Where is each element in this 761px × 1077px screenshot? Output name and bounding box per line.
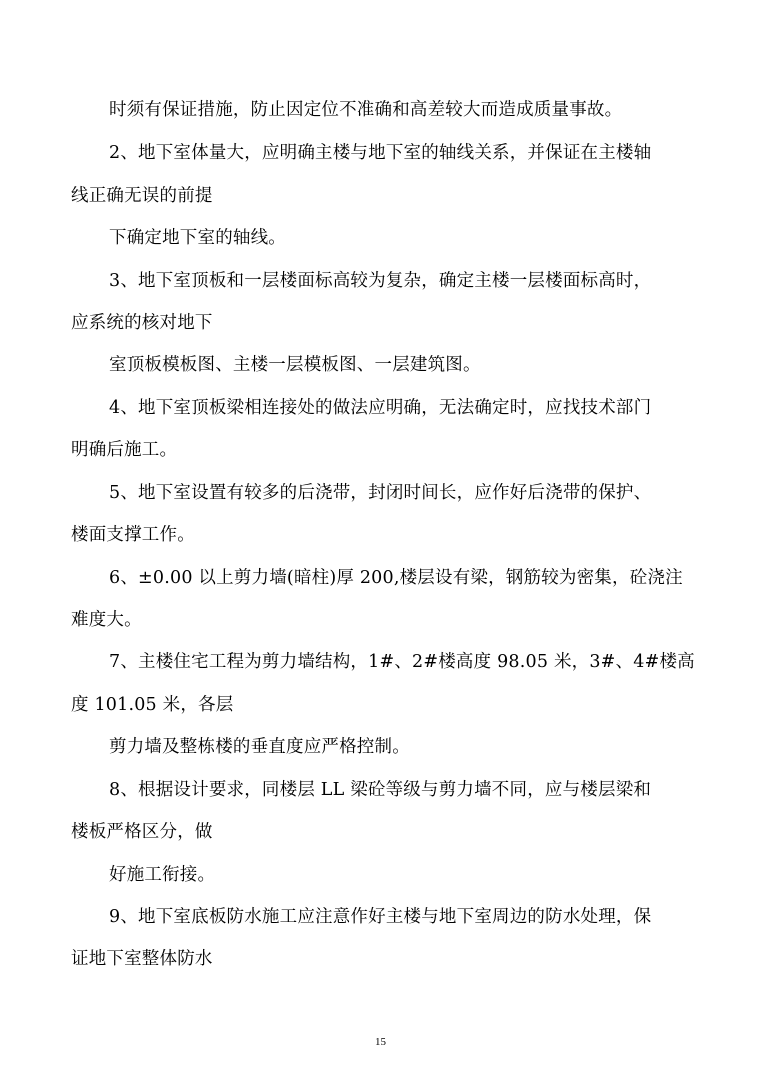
text-line: 度 101.05 米，各层 [71,695,234,715]
text-line: 证地下室整体防水 [71,949,213,969]
text-line: 应系统的核对地下 [71,313,213,333]
text-line: 楼面支撑工作。 [71,525,195,545]
text-line: 7、主楼住宅工程为剪力墙结构，1#、2#楼高度 98.05 米，3#、4#楼高 [109,652,695,672]
text-line: 好施工衔接。 [109,865,216,885]
page-number: 15 [375,1036,386,1048]
text-line: 下确定地下室的轴线。 [109,228,286,248]
text-line: 室顶板模板图、主楼一层模板图、一层建筑图。 [109,355,481,375]
text-line: 难度大。 [71,610,142,630]
text-line: 楼板严格区分，做 [71,822,213,842]
text-line: 9、地下室底板防水施工应注意作好主楼与地下室周边的防水处理，保 [109,907,652,927]
text-line: 6、±0.00 以上剪力墙(暗柱)厚 200,楼层设有梁，钢筋较为密集，砼浇注 [109,568,683,588]
text-line: 5、地下室设置有较多的后浇带，封闭时间长，应作好后浇带的保护、 [109,483,652,503]
text-line: 剪力墙及整栋楼的垂直度应严格控制。 [109,737,410,757]
text-line: 线正确无误的前提 [71,186,213,206]
text-line: 2、地下室体量大，应明确主楼与地下室的轴线关系，并保证在主楼轴 [109,143,652,163]
text-line: 3、地下室顶板和一层楼面标高较为复杂，确定主楼一层楼面标高时， [109,271,652,291]
text-line: 明确后施工。 [71,440,178,460]
text-line: 时须有保证措施，防止因定位不准确和高差较大而造成质量事故。 [109,100,623,120]
text-line: 8、根据设计要求，同楼层 LL 梁砼等级与剪力墙不同，应与楼层梁和 [109,780,652,800]
text-line: 4、地下室顶板梁相连接处的做法应明确，无法确定时，应找技术部门 [109,398,652,418]
